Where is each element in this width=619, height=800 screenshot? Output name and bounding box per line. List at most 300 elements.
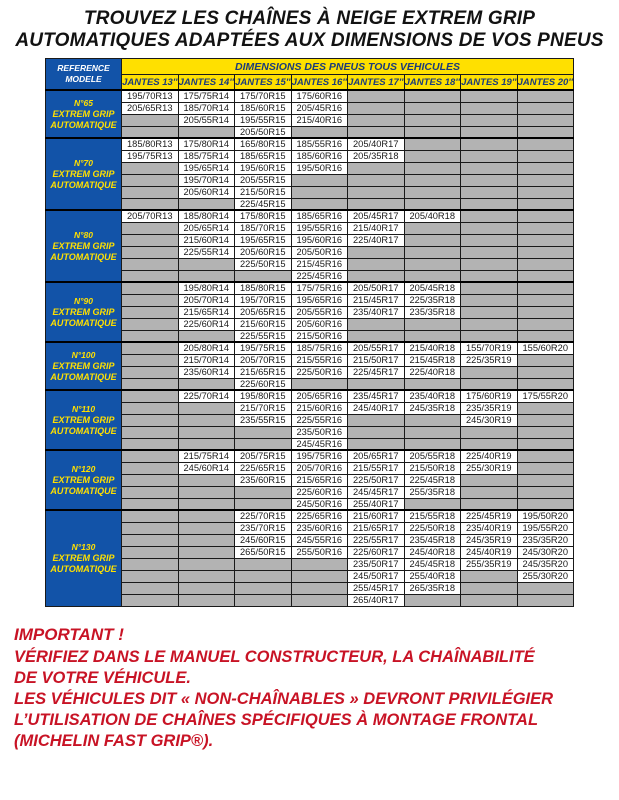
tire-size-cell: 225/60R16 (291, 486, 348, 498)
empty-cell (461, 90, 518, 102)
empty-cell (517, 246, 574, 258)
tire-size-cell: 245/55R16 (291, 534, 348, 546)
empty-cell (404, 150, 461, 162)
empty-cell (517, 186, 574, 198)
empty-cell (517, 90, 574, 102)
empty-cell (461, 126, 518, 138)
tire-size-cell: 225/40R19 (461, 450, 518, 462)
empty-cell (461, 486, 518, 498)
table-row (46, 426, 574, 438)
tire-size-cell: 225/50R16 (291, 366, 348, 378)
empty-cell (178, 582, 235, 594)
model-cell (46, 390, 122, 450)
tire-size-cell: 205/60R16 (291, 318, 348, 330)
tire-size-cell: 205/70R16 (291, 462, 348, 474)
tire-size-cell: 215/75R14 (178, 450, 235, 462)
empty-cell (517, 318, 574, 330)
tire-size-cell: 225/70R15 (235, 510, 292, 522)
tire-size-cell: 175/80R14 (178, 138, 235, 150)
tire-size-cell: 205/40R17 (348, 138, 405, 150)
empty-cell (348, 162, 405, 174)
empty-cell (122, 198, 179, 210)
tire-size-cell: 225/40R17 (348, 234, 405, 246)
empty-cell (122, 402, 179, 414)
empty-cell (122, 486, 179, 498)
tire-size-cell: 245/35R20 (517, 558, 574, 570)
model-name-line2: AUTOMATIQUE (50, 563, 117, 574)
empty-cell (517, 582, 574, 594)
empty-cell (122, 270, 179, 282)
empty-cell (122, 114, 179, 126)
tire-size-cell: 235/70R15 (235, 522, 292, 534)
tire-size-cell: 265/40R17 (348, 594, 405, 606)
tire-size-cell: 155/70R19 (461, 342, 518, 354)
tire-size-cell: 195/75R13 (122, 150, 179, 162)
tire-size-cell: 215/50R18 (404, 462, 461, 474)
empty-cell (461, 258, 518, 270)
tire-size-cell: 205/35R18 (348, 150, 405, 162)
tire-size-cell: 205/75R15 (235, 450, 292, 462)
table-row (46, 222, 574, 234)
empty-cell (517, 114, 574, 126)
reference-model-header-line1: REFERENCE (57, 63, 110, 73)
tire-size-cell: 235/35R20 (517, 534, 574, 546)
column-header-jantes-18: JANTES 18'' (404, 75, 461, 91)
empty-cell (348, 414, 405, 426)
model-reference: N°65 (74, 97, 93, 108)
empty-cell (461, 270, 518, 282)
tire-size-cell: 215/40R18 (404, 342, 461, 354)
empty-cell (461, 174, 518, 186)
tire-size-cell: 195/55R20 (517, 522, 574, 534)
empty-cell (517, 270, 574, 282)
table-row (46, 438, 574, 450)
empty-cell (461, 474, 518, 486)
table-row (46, 138, 574, 150)
tire-size-cell: 205/50R15 (235, 126, 292, 138)
tire-size-cell: 185/75R16 (291, 342, 348, 354)
empty-cell (461, 246, 518, 258)
tire-size-cell: 195/75R15 (235, 342, 292, 354)
empty-cell (404, 102, 461, 114)
tire-size-cell: 225/45R18 (404, 474, 461, 486)
table-row (46, 306, 574, 318)
table-row (46, 270, 574, 282)
column-header-jantes-16: JANTES 16'' (291, 75, 348, 91)
tire-size-cell: 195/65R16 (291, 294, 348, 306)
empty-cell (122, 330, 179, 342)
tire-size-cell: 205/65R16 (291, 390, 348, 402)
table-row (46, 282, 574, 294)
table-row (46, 102, 574, 114)
tire-size-cell: 255/30R19 (461, 462, 518, 474)
empty-cell (122, 246, 179, 258)
empty-cell (461, 426, 518, 438)
model-name-line2: AUTOMATIQUE (50, 179, 117, 190)
empty-cell (178, 330, 235, 342)
tire-size-cell: 245/50R17 (348, 570, 405, 582)
empty-cell (122, 306, 179, 318)
empty-cell (235, 438, 292, 450)
tire-size-cell: 215/65R15 (235, 366, 292, 378)
tire-size-cell: 195/70R14 (178, 174, 235, 186)
empty-cell (178, 258, 235, 270)
tire-size-cell: 225/50R18 (404, 522, 461, 534)
empty-cell (122, 342, 179, 354)
tire-size-cell: 205/65R15 (235, 306, 292, 318)
empty-cell (122, 558, 179, 570)
table-row (46, 246, 574, 258)
empty-cell (517, 438, 574, 450)
empty-cell (348, 246, 405, 258)
table-row (46, 486, 574, 498)
notice-line: (MICHELIN FAST GRIP®). (14, 731, 214, 750)
empty-cell (461, 198, 518, 210)
tire-size-cell: 225/55R15 (235, 330, 292, 342)
empty-cell (404, 222, 461, 234)
empty-cell (461, 318, 518, 330)
tire-size-cell: 195/55R15 (235, 114, 292, 126)
empty-cell (178, 414, 235, 426)
tire-size-cell: 215/45R17 (348, 294, 405, 306)
tire-size-cell: 215/55R16 (291, 354, 348, 366)
tire-size-cell: 215/70R14 (178, 354, 235, 366)
tire-size-cell: 215/65R16 (291, 474, 348, 486)
model-name-line2: AUTOMATIQUE (50, 485, 117, 496)
tire-size-cell: 195/80R14 (178, 282, 235, 294)
empty-cell (404, 90, 461, 102)
column-header-jantes-20: JANTES 20'' (517, 75, 574, 91)
tire-size-cell: 195/70R15 (235, 294, 292, 306)
table-row (46, 342, 574, 354)
tire-size-cell: 195/65R15 (235, 234, 292, 246)
table-row (46, 366, 574, 378)
tire-size-cell: 235/35R19 (461, 402, 518, 414)
tire-size-cell: 235/60R16 (291, 522, 348, 534)
tire-size-cell: 185/65R15 (235, 150, 292, 162)
model-name-line1: EXTREM GRIP (52, 414, 115, 425)
tire-size-cell: 235/50R17 (348, 558, 405, 570)
empty-cell (178, 558, 235, 570)
tire-size-cell: 225/45R19 (461, 510, 518, 522)
tire-size-cell: 195/60R16 (291, 234, 348, 246)
table-row (46, 234, 574, 246)
tire-size-cell: 245/50R16 (291, 498, 348, 510)
empty-cell (122, 594, 179, 606)
table-row (46, 198, 574, 210)
tire-size-cell: 195/55R16 (291, 222, 348, 234)
empty-cell (461, 498, 518, 510)
tire-size-cell: 215/60R14 (178, 234, 235, 246)
empty-cell (404, 378, 461, 390)
empty-cell (122, 282, 179, 294)
empty-cell (348, 330, 405, 342)
tire-size-cell: 215/65R14 (178, 306, 235, 318)
tire-size-cell: 245/60R15 (235, 534, 292, 546)
notice-line: LES VÉHICULES DIT « NON-CHAÎNABLES » DEVRONT PRIVILÉGIER (14, 689, 554, 708)
tire-size-cell: 205/55R15 (235, 174, 292, 186)
tire-size-cell: 205/70R14 (178, 294, 235, 306)
empty-cell (404, 198, 461, 210)
model-reference: N°80 (74, 229, 93, 240)
table-row (46, 510, 574, 522)
model-reference: N°120 (71, 463, 96, 474)
notice-line: DE VOTRE VÉHICULE. (14, 668, 191, 687)
tire-size-cell: 245/40R19 (461, 546, 518, 558)
empty-cell (122, 474, 179, 486)
tire-size-cell: 225/50R17 (348, 474, 405, 486)
model-cell (46, 210, 122, 282)
empty-cell (461, 438, 518, 450)
tire-size-cell: 205/45R17 (348, 210, 405, 222)
empty-cell (517, 210, 574, 222)
empty-cell (122, 234, 179, 246)
empty-cell (235, 558, 292, 570)
table-row (46, 354, 574, 366)
tire-size-cell: 225/70R14 (178, 390, 235, 402)
empty-cell (517, 258, 574, 270)
table-row (46, 174, 574, 186)
empty-cell (404, 258, 461, 270)
empty-cell (178, 498, 235, 510)
column-header-jantes-17: JANTES 17'' (348, 75, 405, 91)
table-row (46, 450, 574, 462)
empty-cell (122, 162, 179, 174)
empty-cell (404, 186, 461, 198)
empty-cell (404, 498, 461, 510)
empty-cell (517, 486, 574, 498)
empty-cell (291, 198, 348, 210)
model-cell (46, 342, 122, 390)
model-reference: N°110 (71, 403, 96, 414)
table-row (46, 414, 574, 426)
empty-cell (235, 594, 292, 606)
empty-cell (404, 438, 461, 450)
tire-size-cell: 175/60R19 (461, 390, 518, 402)
empty-cell (122, 222, 179, 234)
empty-cell (122, 378, 179, 390)
empty-cell (348, 258, 405, 270)
empty-cell (178, 126, 235, 138)
tire-size-cell: 215/65R17 (348, 522, 405, 534)
tire-size-cell: 225/60R14 (178, 318, 235, 330)
empty-cell (517, 414, 574, 426)
empty-cell (178, 438, 235, 450)
tire-size-cell: 255/45R17 (348, 582, 405, 594)
important-notice (14, 625, 619, 752)
tire-size-cell: 205/40R18 (404, 210, 461, 222)
empty-cell (122, 522, 179, 534)
tire-size-cell: 215/60R16 (291, 402, 348, 414)
empty-cell (461, 294, 518, 306)
table-row (46, 294, 574, 306)
tire-size-cell: 225/45R16 (291, 270, 348, 282)
tire-size-cell: 205/50R17 (348, 282, 405, 294)
empty-cell (348, 186, 405, 198)
empty-cell (122, 318, 179, 330)
table-row (46, 162, 574, 174)
tire-size-cell: 245/40R18 (404, 546, 461, 558)
tire-size-cell: 195/80R15 (235, 390, 292, 402)
empty-cell (235, 570, 292, 582)
tire-size-cell: 245/60R14 (178, 462, 235, 474)
empty-cell (178, 534, 235, 546)
empty-cell (122, 390, 179, 402)
model-cell (46, 90, 122, 138)
empty-cell (517, 462, 574, 474)
model-reference: N°90 (74, 295, 93, 306)
reference-model-header-line2: MODELE (65, 74, 102, 84)
empty-cell (517, 282, 574, 294)
empty-cell (461, 162, 518, 174)
tire-size-cell: 245/35R18 (404, 402, 461, 414)
table-row (46, 318, 574, 330)
table-row (46, 402, 574, 414)
empty-cell (348, 378, 405, 390)
empty-cell (404, 594, 461, 606)
empty-cell (291, 186, 348, 198)
empty-cell (461, 594, 518, 606)
tire-size-cell: 245/40R17 (348, 402, 405, 414)
tire-size-cell: 175/60R16 (291, 90, 348, 102)
tire-size-cell: 215/40R16 (291, 114, 348, 126)
empty-cell (348, 102, 405, 114)
empty-cell (348, 318, 405, 330)
table-row (46, 498, 574, 510)
empty-cell (517, 222, 574, 234)
table-row (46, 534, 574, 546)
empty-cell (461, 234, 518, 246)
column-header-jantes-14: JANTES 14'' (178, 75, 235, 91)
table-row (46, 150, 574, 162)
tire-size-cell: 235/60R14 (178, 366, 235, 378)
tire-size-cell: 185/80R13 (122, 138, 179, 150)
empty-cell (404, 114, 461, 126)
model-name-line2: AUTOMATIQUE (50, 317, 117, 328)
tire-size-cell: 245/30R20 (517, 546, 574, 558)
empty-cell (404, 234, 461, 246)
empty-cell (348, 126, 405, 138)
tire-size-cell: 215/50R17 (348, 354, 405, 366)
tire-size-cell: 205/65R13 (122, 102, 179, 114)
tire-size-cell: 205/60R15 (235, 246, 292, 258)
tire-size-cell: 185/65R16 (291, 210, 348, 222)
empty-cell (461, 366, 518, 378)
model-cell (46, 510, 122, 606)
table-row (46, 114, 574, 126)
tire-size-cell: 225/50R15 (235, 258, 292, 270)
tire-size-cell: 185/70R14 (178, 102, 235, 114)
tire-size-cell: 205/55R16 (291, 306, 348, 318)
empty-cell (461, 150, 518, 162)
empty-cell (122, 438, 179, 450)
table-row (46, 258, 574, 270)
empty-cell (291, 570, 348, 582)
empty-cell (517, 450, 574, 462)
tire-size-cell: 205/80R14 (178, 342, 235, 354)
tire-size-cell: 225/60R15 (235, 378, 292, 390)
empty-cell (461, 570, 518, 582)
tire-size-cell: 185/75R14 (178, 150, 235, 162)
empty-cell (178, 594, 235, 606)
tire-size-cell: 165/80R15 (235, 138, 292, 150)
empty-cell (178, 510, 235, 522)
empty-cell (517, 354, 574, 366)
tire-size-cell: 175/55R20 (517, 390, 574, 402)
empty-cell (291, 378, 348, 390)
tire-size-cell: 225/55R17 (348, 534, 405, 546)
tire-size-cell: 225/35R19 (461, 354, 518, 366)
tire-size-cell: 255/35R18 (404, 486, 461, 498)
model-name-line1: EXTREM GRIP (52, 360, 115, 371)
table-header-row-columns (46, 75, 574, 91)
tire-size-cell: 245/45R17 (348, 486, 405, 498)
empty-cell (404, 138, 461, 150)
empty-cell (122, 186, 179, 198)
tire-size-cell: 205/70R13 (122, 210, 179, 222)
tire-size-cell: 175/75R14 (178, 90, 235, 102)
tire-size-cell: 225/65R15 (235, 462, 292, 474)
page-title-line2: AUTOMATIQUES ADAPTÉES AUX DIMENSIONS DE VOS PNEUS (15, 30, 604, 51)
tire-size-cell: 185/70R15 (235, 222, 292, 234)
empty-cell (291, 174, 348, 186)
table-row (46, 378, 574, 390)
empty-cell (178, 378, 235, 390)
empty-cell (517, 378, 574, 390)
empty-cell (404, 126, 461, 138)
tire-size-cell: 265/50R15 (235, 546, 292, 558)
empty-cell (122, 546, 179, 558)
tire-size-cell: 215/50R15 (235, 186, 292, 198)
notice-line: VÉRIFIEZ DANS LE MANUEL CONSTRUCTEUR, LA CHAÎNABILITÉ (14, 647, 535, 666)
tire-size-cell: 245/45R18 (404, 558, 461, 570)
empty-cell (517, 366, 574, 378)
empty-cell (517, 150, 574, 162)
tire-size-cell: 255/35R19 (461, 558, 518, 570)
empty-cell (461, 186, 518, 198)
model-cell (46, 282, 122, 342)
empty-cell (517, 102, 574, 114)
empty-cell (348, 90, 405, 102)
column-header-jantes-15: JANTES 15'' (235, 75, 292, 91)
empty-cell (461, 210, 518, 222)
empty-cell (178, 426, 235, 438)
reference-model-header (46, 59, 122, 91)
empty-cell (517, 198, 574, 210)
empty-cell (461, 222, 518, 234)
empty-cell (461, 330, 518, 342)
empty-cell (517, 426, 574, 438)
tire-size-cell: 215/45R16 (291, 258, 348, 270)
tire-size-cell: 175/70R15 (235, 90, 292, 102)
empty-cell (122, 498, 179, 510)
empty-cell (122, 414, 179, 426)
tire-size-cell: 215/60R15 (235, 318, 292, 330)
tire-size-cell: 245/45R16 (291, 438, 348, 450)
tire-size-cell: 235/60R15 (235, 474, 292, 486)
tire-size-cell: 205/45R18 (404, 282, 461, 294)
tire-size-cell: 205/65R14 (178, 222, 235, 234)
empty-cell (122, 534, 179, 546)
table-row (46, 186, 574, 198)
empty-cell (517, 402, 574, 414)
tire-size-cell: 225/65R16 (291, 510, 348, 522)
empty-cell (235, 426, 292, 438)
model-name-line1: EXTREM GRIP (52, 108, 115, 119)
tire-size-cell: 235/40R17 (348, 306, 405, 318)
tire-table-body (46, 90, 574, 606)
poster-page (0, 8, 619, 800)
